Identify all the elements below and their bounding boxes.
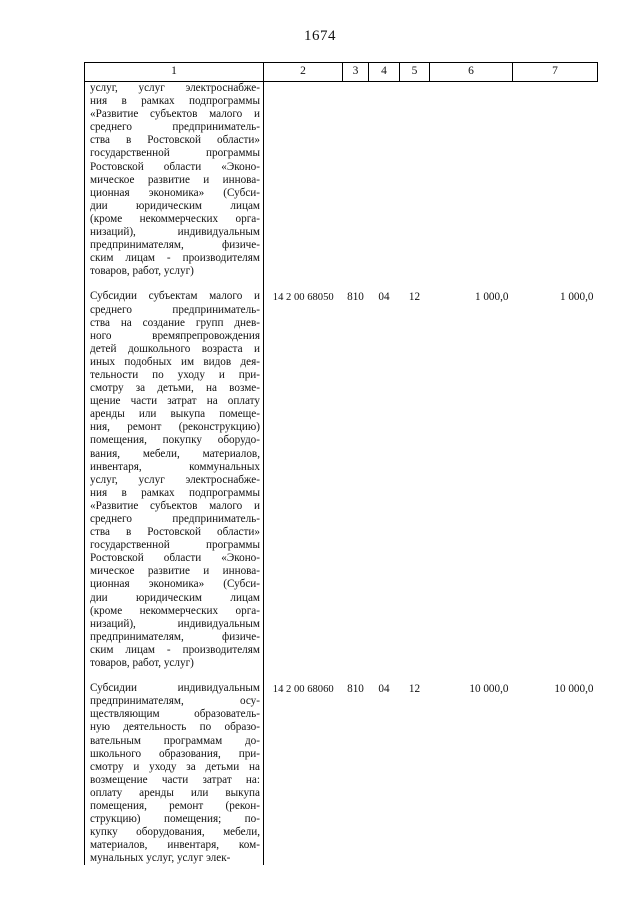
budget-code [264, 82, 343, 279]
budget-code: 14 2 00 68050 [272, 292, 334, 304]
table-row [85, 82, 598, 279]
amount-year-2: 10 000,0 [554, 683, 594, 696]
description-line: ния, ремонт (реконструкцию) [90, 421, 260, 434]
header-col-3: 3 [343, 63, 369, 82]
subsection [400, 82, 430, 279]
description-line: мическое развитие и иннова- [90, 173, 260, 186]
section [369, 82, 400, 279]
description-line: среднего предприниматель- [90, 513, 260, 525]
description-line: тельности по уходу и при- [90, 368, 260, 381]
amount-year-2: 1 000,0 [559, 291, 594, 304]
description-line: мическое развитие и иннова- [90, 565, 260, 578]
description-line: инвентаря, коммунальных [90, 460, 260, 473]
budget-table [84, 62, 598, 865]
row-spacer [85, 278, 598, 290]
table-row [85, 682, 598, 865]
header-col-6: 6 [430, 63, 513, 82]
description-line: Субсидии индивидуальным [90, 682, 260, 695]
amount-year-1: 1 000,0 [474, 291, 509, 304]
description-line: услуг, услуг электроснабже- [90, 82, 260, 94]
description-line: низаций), индивидуальным [90, 617, 260, 630]
description-line: помещения, покупку оборудо- [90, 434, 260, 447]
description-line: государственной программы [90, 539, 260, 552]
row-description [85, 682, 264, 865]
subsection: 12 [408, 683, 421, 696]
description-line: Субсидии субъектам малого и [90, 290, 260, 303]
header-col-5: 5 [400, 63, 430, 82]
description-line: мунальных услуг, услуг элек- [90, 852, 231, 865]
description-line: струкцию) помещения; по- [90, 813, 260, 826]
subsection: 12 [408, 291, 421, 304]
description-line: «Развитие субъектов малого и [90, 499, 260, 512]
header-row [85, 63, 598, 82]
description-line: ществляющим образователь- [90, 708, 260, 721]
description-line: предпринимателям, физиче- [90, 239, 260, 252]
description-line: товаров, работ, услуг) [90, 265, 194, 278]
description-line: среднего предприниматель- [90, 303, 260, 316]
description-line: оплату аренды или выкупа [90, 786, 260, 799]
description-line: щение части затрат на оплату [90, 395, 260, 408]
description-line: предпринимателям, осу- [90, 695, 260, 708]
description-line: вания, мебели, материалов, [90, 447, 260, 460]
description-line: предпринимателям, физиче- [90, 630, 260, 643]
description-line: Ростовской области «Эконо- [90, 160, 260, 173]
expense-type: 810 [347, 683, 364, 696]
amount-year-1: 10 000,0 [469, 683, 509, 696]
header-col-2: 2 [264, 63, 343, 82]
description-line: помещения, ремонт (рекон- [90, 799, 260, 812]
description-line: ния в рамках подпрограммы [90, 486, 260, 499]
description-line: Ростовской области «Эконо- [90, 552, 260, 565]
table-row [85, 290, 598, 670]
table-body [85, 82, 598, 866]
description-line: (кроме некоммерческих орга- [90, 212, 260, 225]
expense-type: 810 [347, 291, 364, 304]
description-line: дии юридическим лицам [90, 199, 260, 212]
description-line: вательным программам до- [90, 734, 260, 747]
description-line: услуг, услуг электроснабже- [90, 473, 260, 486]
description-line: ства на создание групп днев- [90, 316, 260, 329]
description-line: ским лицам - производителям [90, 252, 260, 265]
section: 04 [378, 291, 390, 304]
row-spacer [85, 670, 598, 682]
budget-code: 14 2 00 68060 [272, 684, 334, 696]
description-line: смотру за детьми, на возме- [90, 382, 260, 395]
description-line: ционная экономика» (Субси- [90, 186, 260, 199]
description-line: «Развитие субъектов малого и [90, 108, 260, 121]
header-col-1: 1 [85, 63, 264, 82]
description-line: материалов, инвентаря, ком- [90, 839, 260, 852]
description-line: товаров, работ, услуг) [90, 657, 194, 670]
description-line: ционная экономика» (Субси- [90, 578, 260, 591]
header-col-7: 7 [513, 63, 598, 82]
description-line: ства в Ростовской области» [90, 134, 260, 147]
description-line: дии юридическим лицам [90, 591, 260, 604]
description-line: низаций), индивидуальным [90, 226, 260, 239]
description-line: смотру и уходу за детьми на [90, 760, 260, 773]
section: 04 [378, 683, 390, 696]
expense-type [343, 82, 369, 279]
description-line: возмещение части затрат на: [90, 773, 260, 786]
description-line: ства в Ростовской области» [90, 526, 260, 539]
amount-year-2 [513, 82, 598, 279]
description-line: ного времяпрепровождения [90, 329, 260, 342]
description-line: государственной программы [90, 147, 260, 160]
description-line: среднего предприниматель- [90, 121, 260, 134]
page-number: 1674 [304, 28, 336, 44]
description-line: ния в рамках подпрограммы [90, 95, 260, 108]
description-line: иных подобных им видов дея- [90, 355, 260, 368]
description-line: ским лицам - производителям [90, 643, 260, 656]
description-line: ную деятельность по образо- [90, 721, 260, 734]
row-description [85, 82, 264, 279]
description-line: (кроме некоммерческих орга- [90, 604, 260, 617]
description-line: школьного образования, при- [90, 747, 260, 760]
description-line: купку оборудования, мебели, [90, 826, 260, 839]
amount-year-1 [430, 82, 513, 279]
description-line: детей дошкольного возраста и [90, 342, 260, 355]
description-line: аренды или выкупа помеще- [90, 408, 260, 421]
header-col-4: 4 [369, 63, 400, 82]
row-description [85, 290, 264, 670]
